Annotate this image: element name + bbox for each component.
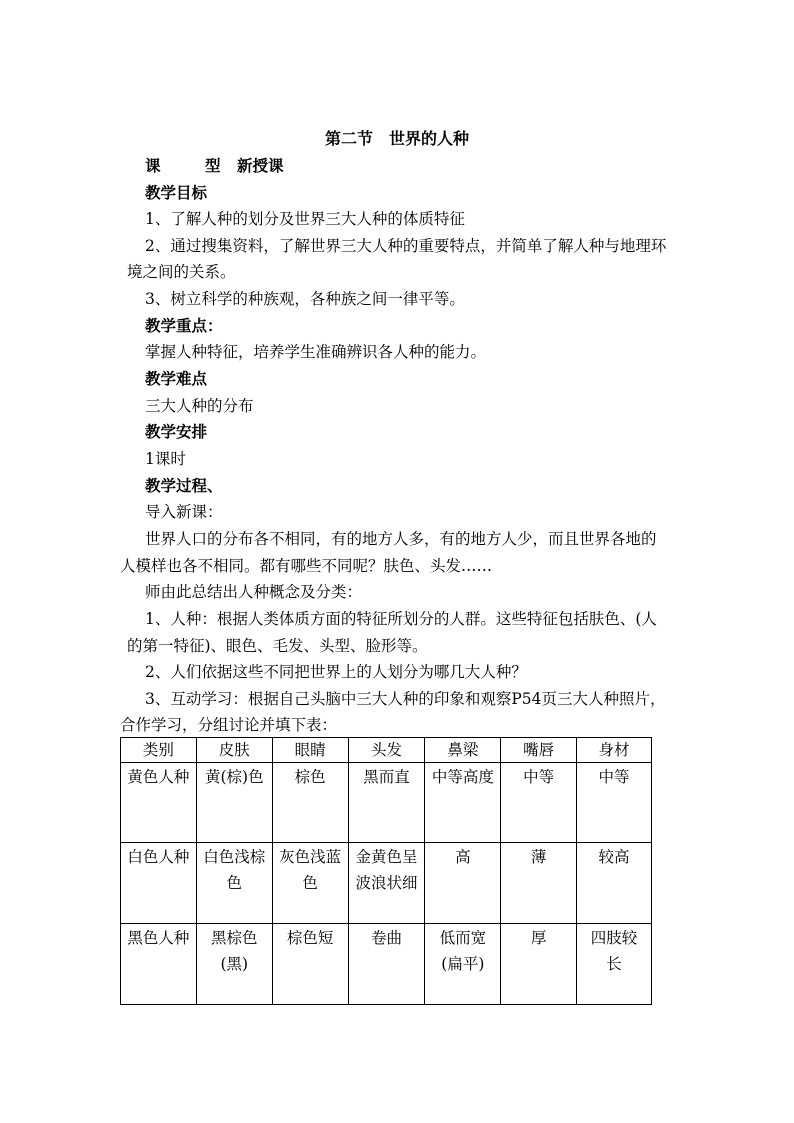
lesson-type-value: 新授课 — [237, 156, 284, 175]
table-cell: 薄 — [501, 843, 577, 924]
table-cell: 高 — [425, 843, 501, 924]
table-header-cell: 身材 — [577, 738, 652, 763]
table-header-cell: 类别 — [121, 738, 197, 763]
table-header-row — [121, 738, 652, 763]
schedule-heading: 教学安排 — [145, 422, 208, 441]
table-cell: 中等高度 — [425, 763, 501, 843]
objective-line: 2、通过搜集资料，了解世界三大人种的重要特点，并简单了解人种与地理环 — [145, 237, 667, 255]
process-line: 人模样也各不相同。都有哪些不同呢？肤色、头发…… — [120, 557, 493, 575]
table-cell: 灰色浅蓝色 — [272, 843, 348, 924]
lesson-type-label-2: 型 — [205, 156, 221, 175]
table-cell: 中等 — [577, 763, 652, 843]
table-header-cell: 头发 — [348, 738, 425, 763]
table-cell: 黑棕色(黑) — [196, 924, 272, 1005]
table-header-cell: 眼睛 — [272, 738, 348, 763]
table-row — [121, 763, 652, 843]
table-header-cell: 嘴唇 — [501, 738, 577, 763]
difficulty-heading: 教学难点 — [145, 369, 208, 388]
difficulty-text: 三大人种的分布 — [145, 397, 254, 415]
process-line: 世界人口的分布各不相同，有的地方人多，有的地方人少，而且世界各地的 — [145, 530, 657, 548]
process-line: 2、人们依据这些不同把世界上的人划分为哪几大人种？ — [145, 663, 527, 681]
table-header-cell: 皮肤 — [196, 738, 272, 763]
table-cell: 卷曲 — [348, 924, 425, 1005]
table-cell: 黑色人种 — [121, 924, 197, 1005]
table-cell: 较高 — [577, 843, 652, 924]
key-points-heading: 教学重点： — [145, 316, 223, 335]
key-points-text: 掌握人种特征，培养学生准确辨识各人种的能力。 — [145, 343, 487, 361]
process-line: 1、人种：根据人类体质方面的特征所划分的人群。这些特征包括肤色、(人 — [145, 610, 657, 628]
table-row — [121, 843, 652, 924]
objectives-heading: 教学目标 — [145, 183, 208, 202]
table-cell: 四肢较长 — [577, 924, 652, 1005]
table-cell: 棕色短 — [272, 924, 348, 1005]
table-cell: 白色人种 — [121, 843, 197, 924]
table-cell: 金黄色呈波浪状细 — [348, 843, 425, 924]
process-line: 导入新课： — [145, 503, 223, 521]
table-row — [121, 924, 652, 1005]
objective-line: 1、了解人种的划分及世界三大人种的体质特征 — [145, 210, 465, 228]
table-cell: 黄色人种 — [121, 763, 197, 843]
process-line: 合作学习，分组讨论并填下表： — [120, 716, 338, 734]
lesson-type-label-1: 课 — [145, 156, 161, 175]
race-characteristics-table — [120, 737, 652, 1005]
lesson-type-row — [145, 155, 284, 177]
table-cell: 黑而直 — [348, 763, 425, 843]
table-header-cell: 鼻梁 — [425, 738, 501, 763]
objective-line: 3、树立科学的种族观，各种族之间一律平等。 — [145, 290, 465, 308]
schedule-text: 1课时 — [145, 450, 186, 468]
process-heading: 教学过程、 — [145, 476, 223, 495]
table-cell: 黄(棕)色 — [196, 763, 272, 843]
table-cell: 中等 — [501, 763, 577, 843]
table-cell: 白色浅棕色 — [196, 843, 272, 924]
process-line: 3、互动学习：根据自己头脑中三大人种的印象和观察P54页三大人种照片， — [145, 690, 666, 708]
objective-line: 境之间的关系。 — [127, 263, 236, 281]
table-cell: 棕色 — [272, 763, 348, 843]
table-cell: 低而宽(扁平) — [425, 924, 501, 1005]
process-line: 的第一特征)、眼色、毛发、头型、脸形等。 — [127, 637, 428, 655]
process-line: 师由此总结出人种概念及分类： — [145, 583, 363, 601]
table-cell: 厚 — [501, 924, 577, 1005]
page-title: 第二节 世界的人种 — [324, 129, 469, 148]
